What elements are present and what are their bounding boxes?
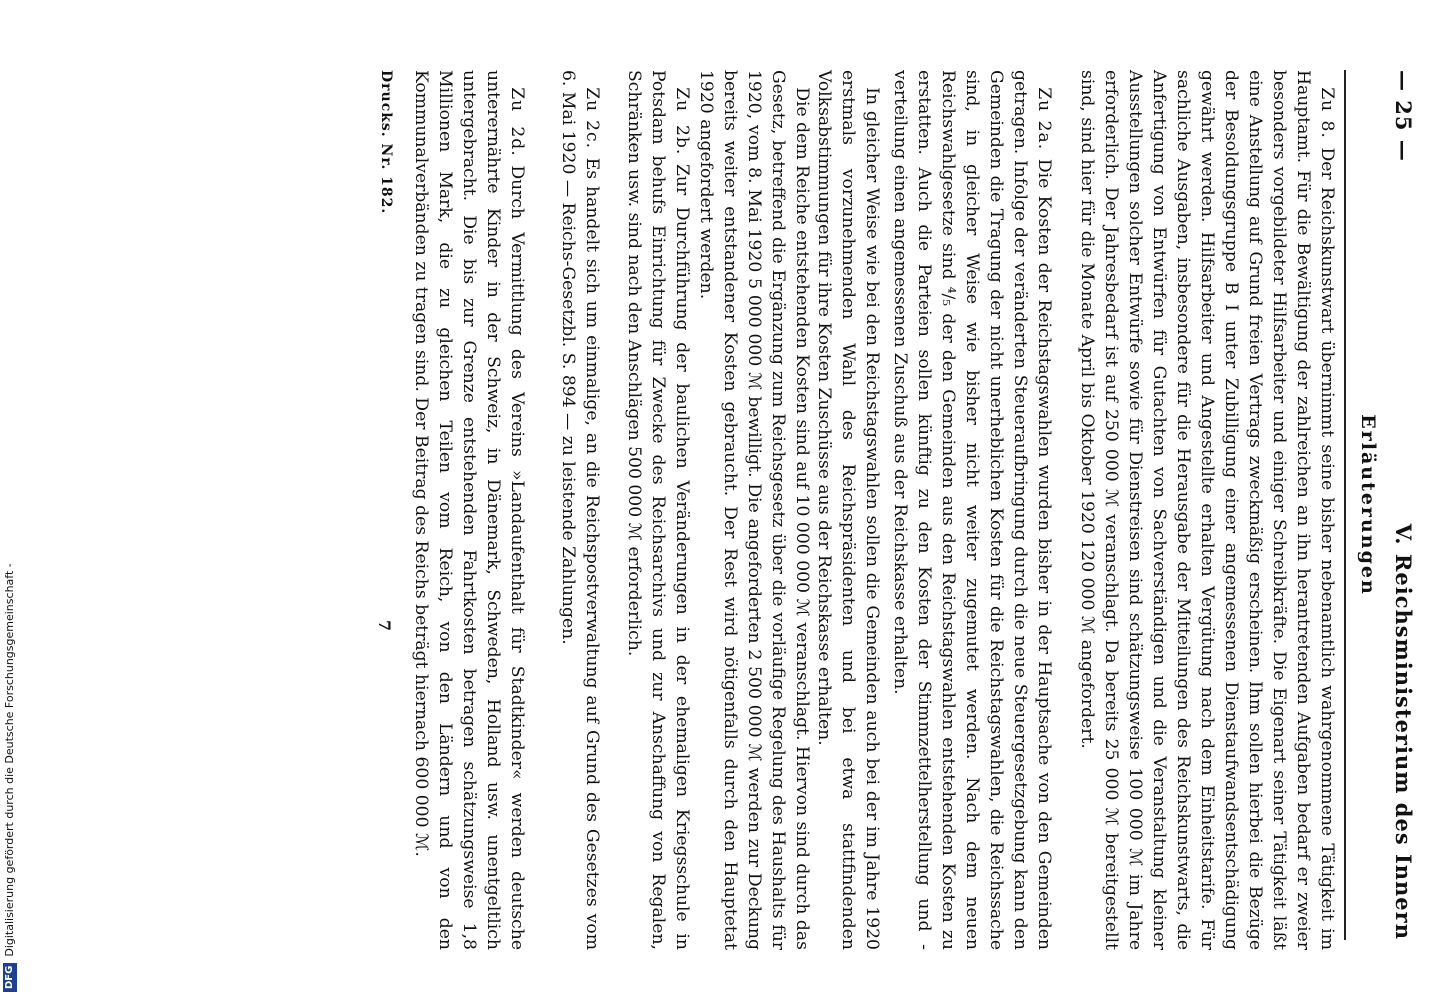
paragraph-text: Es handelt sich um einmalige, an die Reichspostverwaltung auf Grund des Gesetzes vom 6. Mai 1920 — Reichs-Gesetzbl. S. 894 — zu leistende Zahlungen. <box>558 70 602 950</box>
digitization-note-text: Digitalisierung gefördert durch die Deutsche Forschungsgemeinschaft - <box>3 563 16 957</box>
paragraph-text: Zur Durchführung der baulichen Veränderungen in der ehemaligen Kriegsschule in Potsdam behufs Einrichtung für Zwecke des Reichsarchivs und zur Anschaffung von Regalen, Schränken usw. sind nach den Anschlägen 500 000 ℳ erforderlich. <box>624 70 692 950</box>
paragraph-zu-2b <box>622 70 694 950</box>
paragraph-text: Durch Vermittlung des Vereins »Landaufenthalt für Stadtkinder« werden deutsche unterernährte Kinder in der Schweiz, in Dänemark, Schweden, Holland usw. unentgeltlich untergebracht. Die bis zur Grenze entstehenden Fahrtkosten betragen schätzungsweise 1,8 Millionen Mark, die zu gleichen Teilen vom Reich, von den Ländern und von den Kommunalverbänden zu tragen sind. Der Beitrag des Reichs beträgt hiernach 600 000 ℳ. <box>411 70 527 950</box>
section-heading: V. Reichsministerium des Innern <box>1391 523 1416 940</box>
paragraph-ref: Zu 2b. <box>672 87 692 156</box>
paragraph-costs <box>694 70 814 950</box>
paragraph-ref: Zu 2a. <box>1034 87 1054 151</box>
digitization-note <box>0 0 24 1000</box>
page-title: Erläuterungen <box>1357 414 1379 596</box>
paragraph-text: In gleicher Weise wie bei den Reichstagswahlen sollen die Gemeinden auch bei der im Jahre 1920 erstmals vorzunehmenden Wahl des Reichspräsidenten und bei etwa stattfindenden Volksabstimmungen für ihre Kosten Zuschüsse aus der Reichskasse erhalten. <box>814 70 882 950</box>
paragraph-zu-8 <box>1075 70 1339 950</box>
footer-sheet-number: 7 <box>375 620 394 632</box>
paragraph-zu-2d <box>409 70 529 950</box>
paragraph-text: Der Reichskunstwart übernimmt seine bisher nebenamtlich wahrgenommene Tätigkeit im Hauptamt. Für die Bewältigung der zahlreichen an ihn herantretenden Aufgaben bedarf er zweier besonders vorgebildeter Hilfsarbeiter und einiger Schreibkräfte. Die Eigenart seiner Tätigkeit läßt eine Anstellung auf Grund freien Vertrags zweckmäßig erscheinen. Ihm sollen hierbei die Bezüge der Besoldungsgruppe B I unter Zubilligung einer angemessenen Dienstaufwandsentschädigung gewährt werden. Hilfsarbeiter und Angestellte erhalten Vergütung nach dem Einheitstarife. Für sachliche Ausgaben, insbesondere für die Herausgabe der Mitteilungen des Reichskunstwarts, die Anfertigung von Entwürfen für Gutachten von Sachverständigen und die Veranstaltung kleiner Ausstellungen solcher Entwürfe sowie für Dienstreisen sind schätzungsweise 100 000 ℳ im Jahre erforderlich. Der Jahresbedarf ist auf 250 000 ℳ veranschlagt. Da bereits 25 000 ℳ bereitgestellt sind, sind hier für die Monate April bis Oktober 1920 120 000 ℳ angefordert. <box>1077 70 1337 951</box>
paragraph-zu-2a <box>888 70 1056 950</box>
footer-print-number: Drucks. Nr. 182. <box>378 70 394 215</box>
paragraph-zu-2c <box>556 70 604 950</box>
paragraph-text: Die Kosten der Reichstagswahlen wurden bisher in der Hauptsache von den Gemeinden getragen. Infolge der veränderten Steueraufbringung durch die neue Steuergesetzgebung kann den Gemeinden die Tragung der nicht unerheblichen Kosten für die Reichstagswahlen, die Reichssache sind, in gleicher Weise wie bisher nicht weiter zugemutet werden. Nach dem neuen Reichswahlgesetze sind ⁴/₅ der den Gemeinden aus den Reichstagswahlen entstehenden Kosten zu erstatten. Auch die Parteien sollen künftig zu den Kosten der Stimmzettelherstellung und -verteilung einen angemessenen Zuschuß aus der Reichskasse erhalten. <box>890 70 1054 950</box>
dfg-logo: DFG <box>3 963 17 992</box>
running-head <box>1386 70 1416 940</box>
header-rule <box>1344 70 1346 940</box>
paragraph-presidential-election <box>812 70 884 950</box>
paragraph-ref: Zu 8. <box>1317 87 1337 139</box>
page-number: — 25 — <box>1391 70 1416 162</box>
paragraph-ref: Zu 2c. <box>582 87 602 150</box>
paragraph-ref: Zu 2d. <box>507 87 527 157</box>
paragraph-text: Die dem Reiche entstehenden Kosten sind auf 10 000 000 ℳ veranschlagt. Hiervon sind durch das Gesetz, betreffend die Ergänzung zum Reichsgesetz über die vorläufige Regelung des Haushalts für 1920, vom 8. Mai 1920 5 000 000 ℳ bewilligt. Die angeforderten 2 500 000 ℳ werden zur Deckung bereits weiter entstandener Kosten gebraucht. Der Rest wird nötigenfalls durch den Hauptetat 1920 angefordert werden. <box>696 70 812 950</box>
